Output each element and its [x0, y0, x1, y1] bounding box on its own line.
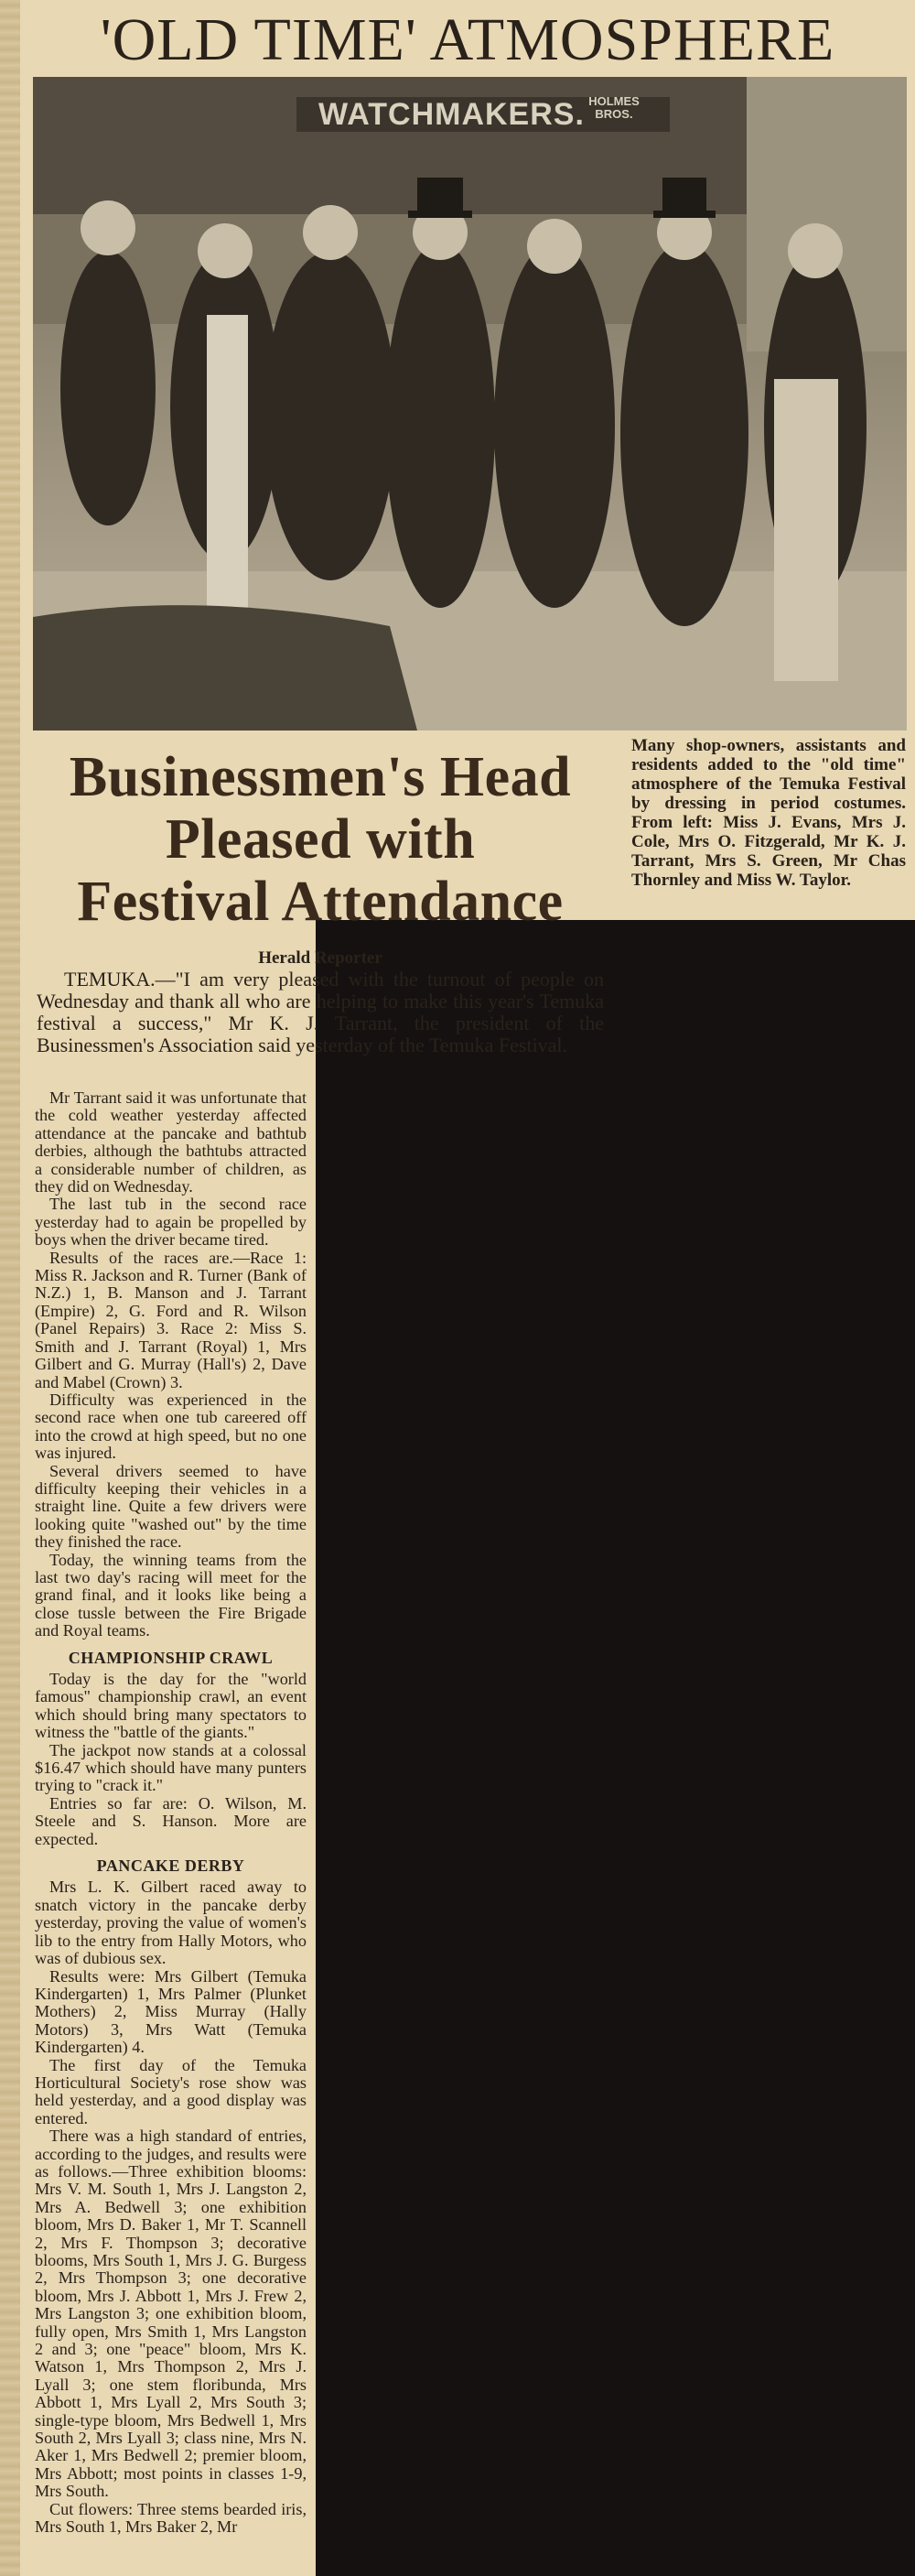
- photo-caption: Many shop-owners, assistants and residents added to the "old time" atmosphere of the Temuka Festival by dressing in period costumes. From left: Miss J. Evans, Mrs J. Cole, Mrs O. Fitzgerald, Mr K. J. Tarrant, Mrs S. Green, Mr Chas Thornley and Miss W. Taylor.: [631, 736, 906, 890]
- section-heading-pancake: PANCAKE DERBY: [96, 1856, 245, 1876]
- paragraph: Cut flowers: Three stems bearded iris, Mrs South 1, Mrs Baker 2, Mr: [35, 2499, 307, 2537]
- main-headline: [37, 746, 604, 933]
- paragraph: Results of the races are.—Race 1: Miss R. Jackson and R. Turner (Bank of N.Z.) 1, B. Manson and J. Tarrant (Empire) 2, G. Ford and R. Wilson (Panel Repairs) 3. Race 2: Miss S. Smith and J. Tarrant (Royal) 1, Mrs Gilbert and G. Murray (Hall's) 2, Dave and Mabel (Crown) 3.: [35, 1248, 307, 1391]
- section-heading-crawl: CHAMPIONSHIP CRAWL: [68, 1648, 274, 1667]
- paragraph: Several drivers seemed to have difficulty keeping their vehicles in a straight line. Quite a few drivers were looking quite "washed out" by the time they finished the race.: [35, 1461, 307, 1552]
- paragraph: Mrs L. K. Gilbert raced away to snatch victory in the pancake derby yesterday, proving the value of women's lib to the entry from Hally Motors, who was of dubious sex.: [35, 1878, 307, 1968]
- costume-photo: [33, 77, 907, 731]
- article-column: [35, 1089, 307, 2537]
- photo-shop-sign-small: HOLMES BROS.: [588, 94, 640, 121]
- paragraph: Results were: Mrs Gilbert (Temuka Kindergarten) 1, Mrs Palmer (Plunket Mothers) 2, Miss Murray (Hally Motors) 3, Mrs Watt (Temuka Kindergarten) 4.: [35, 1966, 307, 2057]
- paragraph: Today is the day for the "world famous" championship crawl, an event which should bring many spectators to witness the "battle of the giants.": [35, 1670, 307, 1742]
- background-dark: [316, 1080, 915, 2576]
- byline: Herald Reporter: [258, 948, 382, 968]
- paragraph: The last tub in the second race yesterday had to again be propelled by boys when the driver became tired.: [35, 1195, 307, 1250]
- paragraph: Difficulty was experienced in the second race when one tub careered off into the crowd at high speed, but no one was injured.: [35, 1390, 307, 1463]
- background-right: [618, 920, 915, 1080]
- headline-line-1: Businessmen's Head: [69, 746, 572, 808]
- lead-paragraph: TEMUKA.—"I am very pleased with the turnout of people on Wednesday and thank all who are helping to make this year's Temuka festival a success," Mr K. J. Tarrant, the president of the Businessmen's Association said yesterday of the Temuka Festival.: [37, 968, 604, 1056]
- photo-shop-sign: WATCHMAKERS.: [296, 97, 670, 132]
- photo-illustration: [33, 77, 907, 731]
- top-headline: 'OLD TIME' ATMOSPHERE: [100, 6, 835, 73]
- paragraph: Today, the winning teams from the last two day's racing will meet for the grand final, and it looks like being a close tussle between the Fire Brigade and Royal teams.: [35, 1550, 307, 1640]
- paragraph: Entries so far are: O. Wilson, M. Steele and S. Hanson. More are expected.: [35, 1793, 307, 1848]
- clipping-edge: [0, 0, 20, 2576]
- paragraph: There was a high standard of entries, according to the judges, and results were as follows.—Three exhibition blooms: Mrs V. M. South 1, Mrs J. Langston 2, Mrs A. Bedwell 3; one exhibition bloom, Mrs D. Baker 1, Mr T. Scannell 2, Mrs F. Thompson 3; decorative blooms, Mrs South 1, Mrs J. G. Burgess 2, Mrs Thompson 3; one decorative bloom, Mrs J. Abbott 1, Mrs J. Frew 2, Mrs Langston 3; one exhibition bloom, fully open, Mrs Smith 1, Mrs Langston 2 and 3; one "peace" bloom, Mrs K. Watson 1, Mrs Thompson 2, Mrs J. Lyall 3; one stem floribunda, Mrs Abbott 1, Mrs Lyall 2, Mrs South 3; single-type bloom, Mrs Bedwell 1, Mrs South 2, Mrs Lyall 3; class nine, Mrs N. Aker 1, Mrs Bedwell 2; premier bloom, Mrs Abbott; most points in classes 1-9, Mrs South.: [35, 2127, 307, 2501]
- paragraph: The jackpot now stands at a colossal $16.47 which should have many punters trying to "crack it.": [35, 1740, 307, 1795]
- paragraph: The first day of the Temuka Horticultural Society's rose show was held yesterday, and a good display was entered.: [35, 2055, 307, 2127]
- headline-line-2: Pleased with: [165, 808, 476, 871]
- paragraph: Mr Tarrant said it was unfortunate that the cold weather yesterday affected attendance at the pancake and bathtub derbies, although the bathtubs attracted a considerable number of children, as they did on Wednesday.: [35, 1088, 307, 1196]
- headline-line-3: Festival Attendance: [77, 871, 564, 933]
